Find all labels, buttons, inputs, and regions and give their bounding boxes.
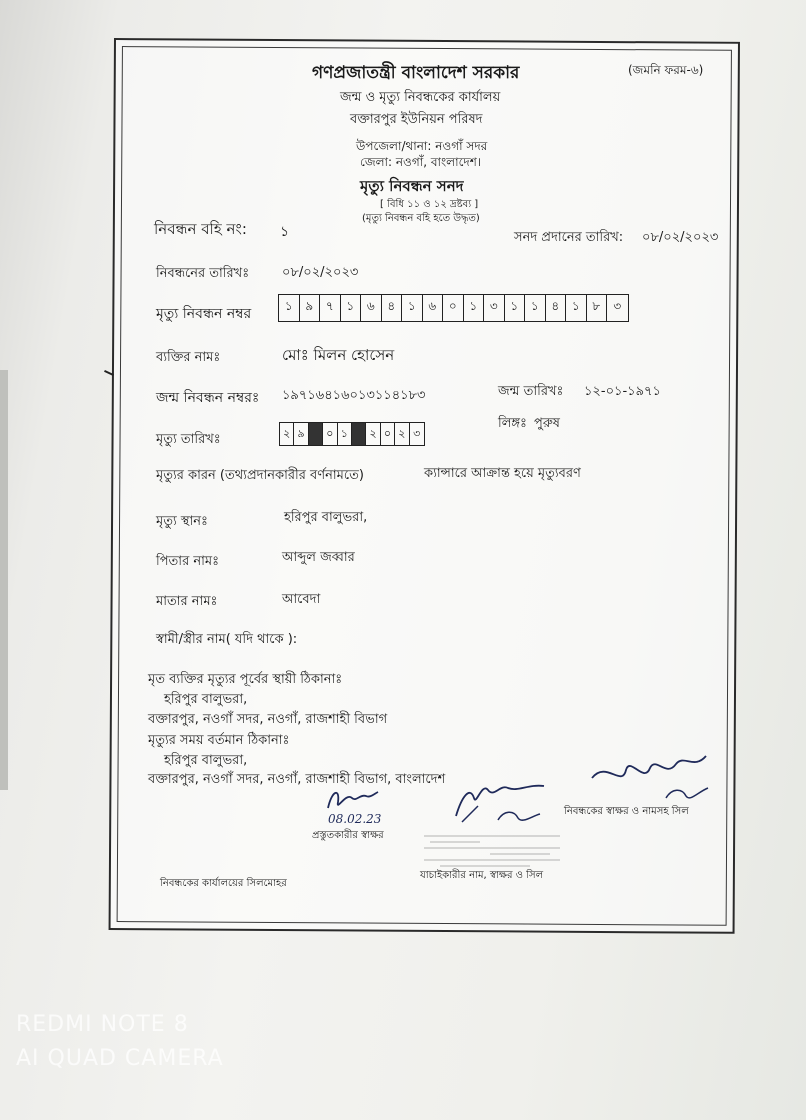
death-place-value: হরিপুর বালুভরা, <box>284 510 368 525</box>
spouse-label: স্বামী/স্ত্রীর নাম( যদি থাকে ): <box>156 632 298 647</box>
death-place-label: মৃত্যু স্থানঃ <box>156 514 208 529</box>
death-reg-digit: ৯ <box>300 295 321 321</box>
camera-watermark-lens: AI QUAD CAMERA <box>16 1046 224 1071</box>
death-reg-digit: ১ <box>566 295 587 321</box>
verifier-sign-label: যাচাইকারীর নাম, স্বাক্ষর ও সিল <box>420 870 544 881</box>
death-date-digit: ২ <box>280 423 294 445</box>
father-label: পিতার নামঃ <box>156 554 220 569</box>
birth-date-label: জন্ম তারিখঃ <box>498 384 564 399</box>
birth-reg-no-value: ১৯৭১৬৪১৬০১৩১১৪১৮৩ <box>282 388 426 403</box>
death-reg-digit: ০ <box>443 295 464 321</box>
book-no-label: নিবন্ধন বহি নং: <box>154 220 247 238</box>
death-date-grid <box>279 422 425 446</box>
office-seal-label: নিবন্ধকের কার্যালয়ের সিলমোহর <box>160 878 287 889</box>
gender-label: লিঙ্গঃ <box>498 416 527 431</box>
underlying-page-edge <box>0 370 8 790</box>
district: জেলা: নওগাঁ, বাংলাদেশ। <box>360 155 482 169</box>
current-address-line2: বক্তারপুর, নওগাঁ সদর, নওগাঁ, রাজশাহী বিভাগ, বাংলাদেশ <box>148 772 446 787</box>
preparer-sign-date: 08.02.23 <box>328 812 382 826</box>
gender-value: পুরুষ <box>534 416 560 431</box>
death-reg-digit: ৮ <box>587 295 608 321</box>
registrar-signature <box>586 748 716 808</box>
mother-label: মাতার নামঃ <box>156 594 218 609</box>
death-reg-digit: ৩ <box>484 295 505 321</box>
permanent-address-label: মৃত ব্যক্তির মৃত্যুর পূর্বের স্থায়ী ঠিকানাঃ <box>148 672 343 687</box>
birth-date-value: ১২-০১-১৯৭১ <box>584 384 661 399</box>
upazila: উপজেলা/থানা: নওগাঁ সদর <box>356 139 488 153</box>
current-address-label: মৃত্যুর সময় বর্তমান ঠিকানাঃ <box>148 733 290 748</box>
death-date-digit: ১ <box>338 423 352 445</box>
verifier-signature <box>448 776 558 828</box>
issue-date-value: ০৮/০২/২০২৩ <box>642 230 719 245</box>
death-date-digit: ২ <box>366 423 380 445</box>
reg-date-value: ০৮/০২/২০২৩ <box>282 265 359 280</box>
book-no-value: ১ <box>280 224 290 240</box>
death-date-digit: ২ <box>395 423 409 445</box>
preparer-sign-label: প্রস্তুতকারীর স্বাক্ষর <box>312 830 384 841</box>
permanent-address-line2: বক্তারপুর, নওগাঁ সদর, নওগাঁ, রাজশাহী বিভাগ <box>148 712 388 727</box>
permanent-address-line1: হরিপুর বালুভরা, <box>164 692 248 707</box>
death-reg-digit: ৭ <box>320 295 341 321</box>
reg-date-label: নিবন্ধনের তারিখঃ <box>156 266 250 281</box>
mother-value: আবেদা <box>282 592 321 607</box>
death-reg-digit: ১ <box>402 295 423 321</box>
death-reg-digit: ৩ <box>613 299 622 313</box>
extract-note: (মৃত্যু নিবন্ধন বহি হতে উদ্ধৃত) <box>362 213 480 224</box>
death-reg-no-label: মৃত্যু নিবন্ধন নম্বর <box>156 306 252 322</box>
death-reg-digit: ১ <box>279 295 300 321</box>
death-reg-digit: ৪ <box>546 295 567 321</box>
form-number: (জমনি ফরম-৬) <box>628 63 704 77</box>
birth-reg-no-label: জন্ম নিবন্ধন নম্বরঃ <box>156 390 260 406</box>
death-reg-digit: ৬ <box>361 295 382 321</box>
death-reg-no-grid <box>278 294 629 322</box>
certificate-title: মৃত্যু নিবন্ধন সনদ <box>360 177 464 195</box>
death-date-digit: ৩ <box>413 426 421 440</box>
date-separator-cell <box>352 423 366 445</box>
camera-watermark-model: REDMI NOTE 8 <box>16 1012 189 1037</box>
office-name: জন্ম ও মৃত্যু নিবন্ধকের কার্যালয় <box>340 90 501 105</box>
death-date-label: মৃত্যু তারিখঃ <box>156 432 221 447</box>
death-reg-digit: ১ <box>464 295 485 321</box>
death-reg-digit: ১ <box>505 295 526 321</box>
registrar-sign-label: নিবন্ধকের স্বাক্ষর ও নামসহ সিল <box>564 806 689 817</box>
death-reg-digit: ১ <box>341 295 362 321</box>
government-title: গণপ্রজাতন্ত্রী বাংলাদেশ সরকার <box>312 63 520 83</box>
death-reg-digit: ৪ <box>382 295 403 321</box>
death-date-digit: ০ <box>381 423 395 445</box>
current-address-line1: হরিপুর বালুভরা, <box>164 753 248 768</box>
union-name: বক্তারপুর ইউনিয়ন পরিষদ <box>350 112 483 127</box>
person-name-value: মোঃ মিলন হোসেন <box>282 346 395 364</box>
death-cause-label: মৃত্যুর কারন (তথ্যপ্রদানকারীর বর্ণনামতে) <box>156 468 364 483</box>
death-cause-value: ক্যান্সারে আক্রান্ত হয়ে মৃত্যুবরণ <box>424 466 581 481</box>
death-date-digit: ০ <box>323 423 337 445</box>
rule-reference: [ বিধি ১১ ও ১২ দ্রষ্টব্য ] <box>380 199 479 210</box>
person-name-label: ব্যক্তির নামঃ <box>156 350 221 365</box>
death-reg-digit: ৬ <box>423 295 444 321</box>
issue-date-label: সনদ প্রদানের তারিখ: <box>514 230 624 245</box>
death-reg-digit: ১ <box>525 295 546 321</box>
father-value: আব্দুল জব্বার <box>282 550 355 565</box>
death-date-digit: ৯ <box>294 423 308 445</box>
date-separator-cell <box>309 423 323 445</box>
